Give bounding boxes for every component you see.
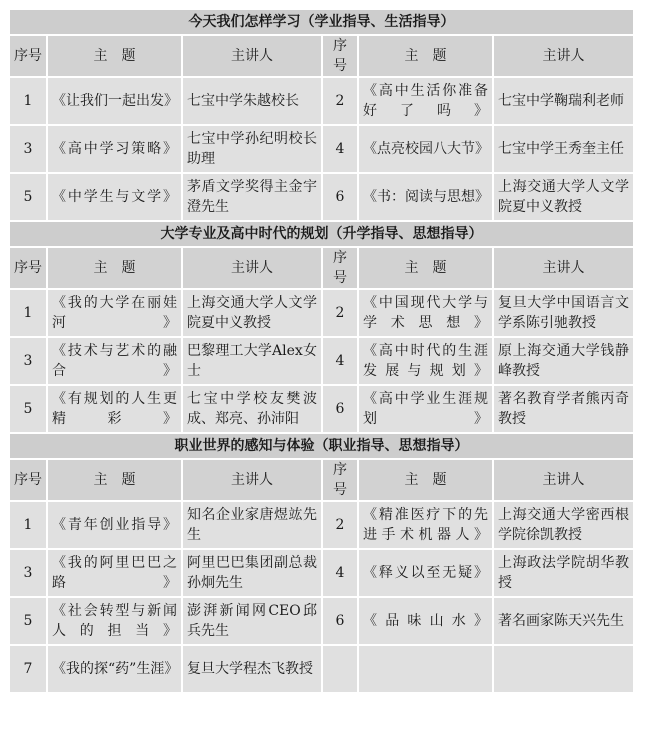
lecture-topic: 《书：阅读与思想》 (358, 173, 493, 221)
table-row (9, 597, 634, 645)
table-row (9, 289, 634, 337)
header-speaker: 主讲人 (493, 35, 634, 77)
table-row (9, 125, 634, 173)
lecture-speaker: 原上海交通大学钱静峰教授 (493, 337, 634, 385)
lecture-index: 5 (9, 173, 47, 221)
lecture-speaker: 七宝中学王秀奎主任 (493, 125, 634, 173)
header-index: 序号 (322, 459, 358, 501)
lecture-index: 1 (9, 77, 47, 125)
lecture-topic: 《高中生活你准备好了吗》 (358, 77, 493, 125)
header-topic: 主 题 (47, 459, 182, 501)
lecture-speaker: 上海交通大学人文学院夏中义教授 (182, 289, 322, 337)
lecture-speaker: 茅盾文学奖得主金宇澄先生 (182, 173, 322, 221)
header-speaker: 主讲人 (182, 459, 322, 501)
section-title-row (9, 9, 634, 35)
lecture-table-body (9, 9, 634, 693)
lecture-index (322, 645, 358, 693)
lecture-speaker: 著名画家陈天兴先生 (493, 597, 634, 645)
header-speaker: 主讲人 (182, 35, 322, 77)
lecture-topic (358, 645, 493, 693)
lecture-schedule (8, 8, 633, 694)
table-row (9, 645, 634, 693)
lecture-speaker: 上海政法学院胡华教授 (493, 549, 634, 597)
lecture-topic: 《有规划的人生更精彩》 (47, 385, 182, 433)
lecture-index: 4 (322, 549, 358, 597)
lecture-index: 6 (322, 385, 358, 433)
header-index: 序号 (322, 247, 358, 289)
header-index: 序号 (9, 459, 47, 501)
header-speaker: 主讲人 (493, 459, 634, 501)
lecture-speaker: 上海交通大学密西根学院徐凯教授 (493, 501, 634, 549)
table-row (9, 77, 634, 125)
lecture-topic: 《高中时代的生涯发展与规划》 (358, 337, 493, 385)
lecture-topic: 《我的阿里巴巴之路》 (47, 549, 182, 597)
lecture-topic: 《精准医疗下的先进手术机器人》 (358, 501, 493, 549)
header-topic: 主 题 (358, 459, 493, 501)
lecture-topic: 《中学生与文学》 (47, 173, 182, 221)
lecture-speaker (493, 645, 634, 693)
lecture-topic: 《释义以至无疑》 (358, 549, 493, 597)
lecture-speaker: 澎湃新闻网CEO邱兵先生 (182, 597, 322, 645)
section-title-row (9, 433, 634, 459)
lecture-speaker: 复旦大学程杰飞教授 (182, 645, 322, 693)
lecture-speaker: 著名教育学者熊丙奇教授 (493, 385, 634, 433)
lecture-speaker: 巴黎理工大学Alex女士 (182, 337, 322, 385)
lecture-index: 3 (9, 337, 47, 385)
section-title: 大学专业及高中时代的规划（升学指导、思想指导） (9, 221, 634, 247)
header-topic: 主 题 (358, 35, 493, 77)
lecture-speaker: 上海交通大学人文学院夏中义教授 (493, 173, 634, 221)
lecture-speaker: 七宝中学朱越校长 (182, 77, 322, 125)
lecture-index: 3 (9, 125, 47, 173)
lecture-topic: 《我的探“药”生涯》 (47, 645, 182, 693)
table-row (9, 173, 634, 221)
header-index: 序号 (9, 35, 47, 77)
lecture-speaker: 知名企业家唐煜竑先生 (182, 501, 322, 549)
lecture-index: 6 (322, 597, 358, 645)
header-speaker: 主讲人 (493, 247, 634, 289)
lecture-topic: 《青年创业指导》 (47, 501, 182, 549)
header-topic: 主 题 (47, 247, 182, 289)
table-row (9, 501, 634, 549)
header-speaker: 主讲人 (182, 247, 322, 289)
table-row (9, 385, 634, 433)
lecture-index: 7 (9, 645, 47, 693)
section-title: 今天我们怎样学习（学业指导、生活指导） (9, 9, 634, 35)
lecture-topic: 《让我们一起出发》 (47, 77, 182, 125)
lecture-speaker: 阿里巴巴集团副总裁孙炯先生 (182, 549, 322, 597)
lecture-topic: 《高中学业生涯规划》 (358, 385, 493, 433)
lecture-topic: 《品味山水》 (358, 597, 493, 645)
lecture-index: 6 (322, 173, 358, 221)
lecture-table (8, 8, 635, 694)
lecture-index: 2 (322, 501, 358, 549)
table-row (9, 337, 634, 385)
table-row (9, 549, 634, 597)
header-index: 序号 (322, 35, 358, 77)
lecture-speaker: 复旦大学中国语言文学系陈引驰教授 (493, 289, 634, 337)
lecture-topic: 《高中学习策略》 (47, 125, 182, 173)
column-header-row (9, 247, 634, 289)
lecture-topic: 《社会转型与新闻人的担当》 (47, 597, 182, 645)
column-header-row (9, 35, 634, 77)
lecture-index: 2 (322, 77, 358, 125)
section-title: 职业世界的感知与体验（职业指导、思想指导） (9, 433, 634, 459)
header-topic: 主 题 (47, 35, 182, 77)
header-topic: 主 题 (358, 247, 493, 289)
lecture-index: 1 (9, 289, 47, 337)
lecture-index: 4 (322, 125, 358, 173)
column-header-row (9, 459, 634, 501)
lecture-topic: 《技术与艺术的融合》 (47, 337, 182, 385)
lecture-index: 5 (9, 597, 47, 645)
lecture-index: 4 (322, 337, 358, 385)
lecture-index: 2 (322, 289, 358, 337)
lecture-topic: 《点亮校园八大节》 (358, 125, 493, 173)
lecture-topic: 《我的大学在丽娃河》 (47, 289, 182, 337)
lecture-index: 1 (9, 501, 47, 549)
lecture-speaker: 七宝中学校友樊波成、郑亮、孙沛阳 (182, 385, 322, 433)
lecture-topic: 《中国现代大学与学术思想》 (358, 289, 493, 337)
lecture-speaker: 七宝中学孙纪明校长助理 (182, 125, 322, 173)
lecture-index: 3 (9, 549, 47, 597)
lecture-speaker: 七宝中学鞠瑞利老师 (493, 77, 634, 125)
lecture-index: 5 (9, 385, 47, 433)
section-title-row (9, 221, 634, 247)
header-index: 序号 (9, 247, 47, 289)
